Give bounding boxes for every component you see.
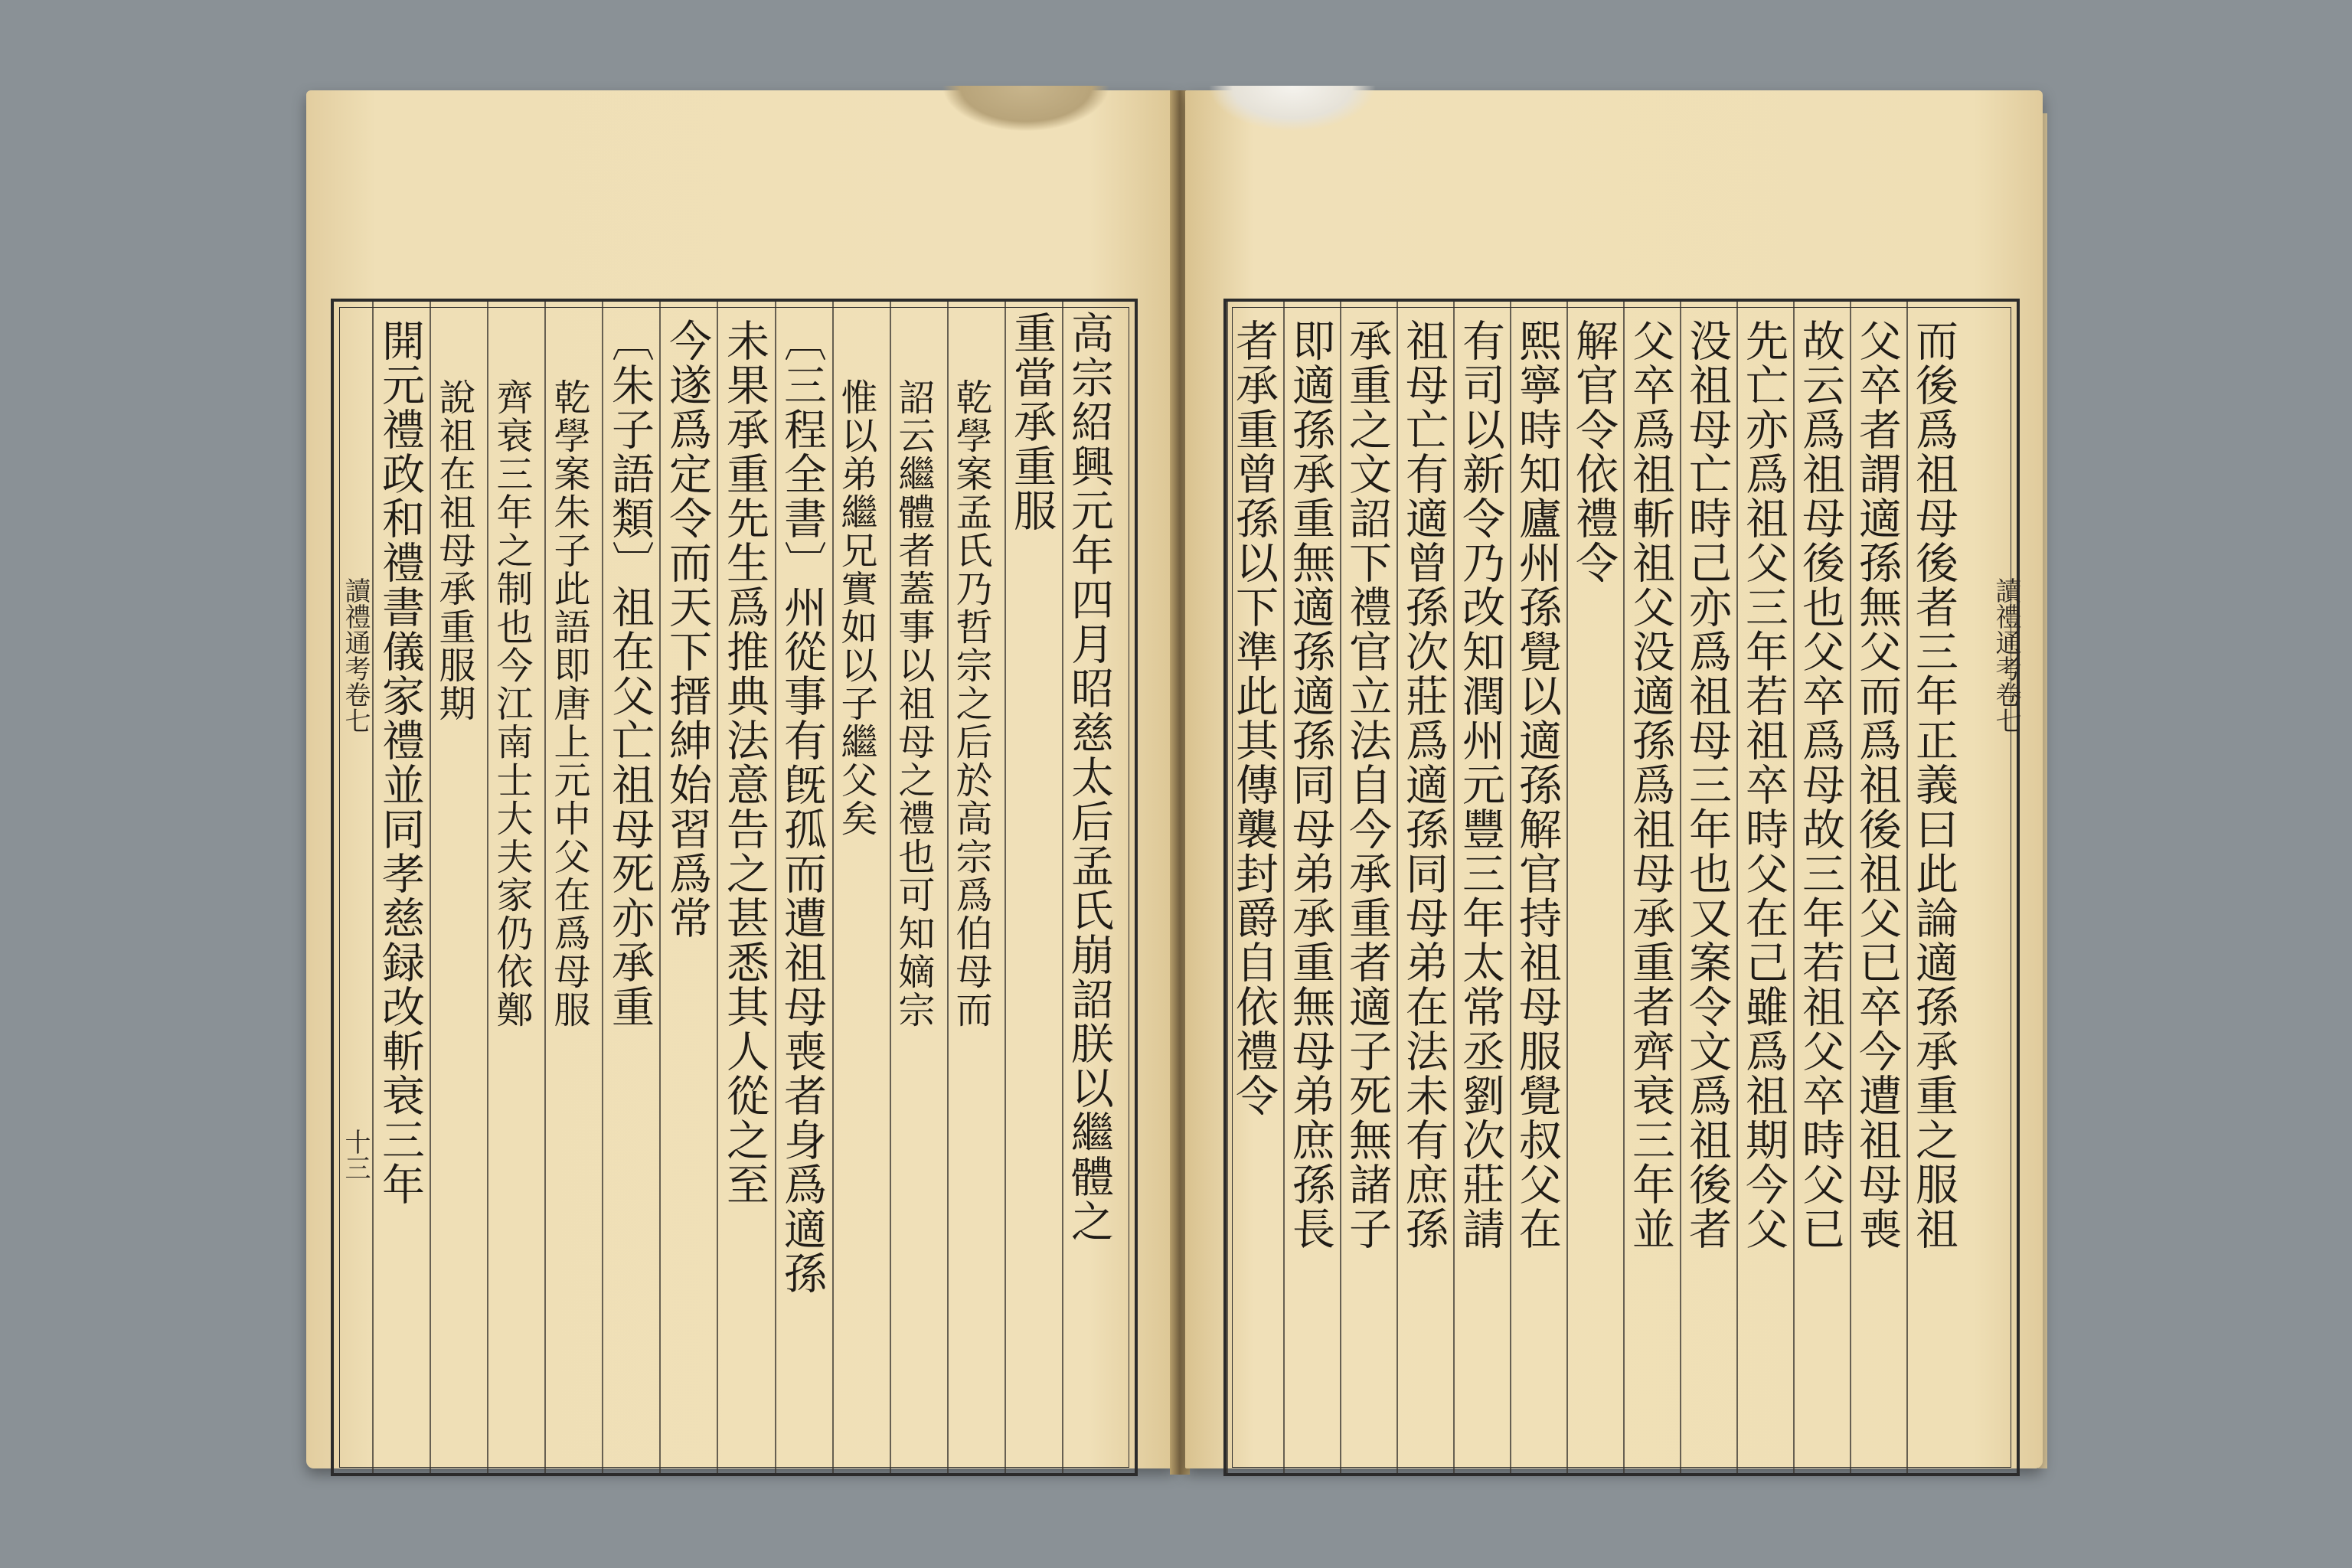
column-rule [544, 302, 546, 1473]
text-column: 乾學案朱子此語即唐上元中父在爲母服 [547, 378, 590, 1029]
column-rule [487, 302, 488, 1473]
left-page [306, 90, 1175, 1468]
text-column: 父卒者謂適孫無父而爲祖後祖父已卒今遭祖母喪 [1852, 318, 1902, 1251]
text-column: 解官令依禮令 [1569, 318, 1619, 585]
column-rule [1062, 302, 1063, 1473]
right-edge-label: 讀禮通考卷七 [1991, 577, 2021, 733]
column-rule [1736, 302, 1738, 1473]
right-text-frame [1223, 299, 2020, 1476]
column-rule [1227, 302, 1228, 1473]
left-text-frame [331, 299, 1138, 1476]
right-page-center-band [1983, 302, 2021, 1473]
column-rule [717, 302, 718, 1473]
column-rule [372, 302, 374, 1473]
text-column: 未果承重先生爲推典法意告之甚悉其人從之至 [720, 318, 769, 1207]
column-rule [832, 302, 834, 1473]
text-column: 没祖母亡時己亦爲祖母三年也又案令文爲祖後者 [1682, 318, 1732, 1251]
text-column: 高宗紹興元年四月昭慈太后孟氏崩詔朕以繼體之 [1064, 311, 1114, 1243]
text-column: 乾學案孟氏乃哲宗之后於高宗爲伯母而 [949, 378, 992, 1029]
column-rule [1453, 302, 1455, 1473]
text-column: 今遂爲定令而天下搢紳始習爲常 [662, 318, 712, 940]
text-column: 說祖在祖母承重服期 [433, 378, 475, 723]
text-column: 有司以新令乃改知潤州元豐三年太常丞劉次莊請 [1455, 318, 1505, 1251]
column-rule [1623, 302, 1625, 1473]
torn-paper-edge [1208, 86, 1377, 132]
column-rule [602, 302, 603, 1473]
text-column: 惟以弟繼兄實如以子繼父矣 [835, 378, 877, 838]
right-page [1185, 90, 2043, 1468]
column-rule [1566, 302, 1568, 1473]
left-folio-number: 十三 [340, 1129, 371, 1181]
column-rule [1793, 302, 1795, 1473]
column-rule [430, 302, 431, 1473]
text-column: 詔云繼體者蓋事以祖母之禮也可知嫡宗 [892, 378, 935, 1029]
column-rule [1850, 302, 1851, 1473]
column-rule [1906, 302, 1908, 1473]
text-column: 熙寧時知廬州孫覺以適孫解官持祖母服覺叔父在 [1512, 318, 1562, 1251]
text-column: 即適孫承重無適孫適孫同母弟承重無母弟庶孫長 [1285, 318, 1335, 1251]
text-column: 故云爲祖母後也父卒爲母故三年若祖父卒時父已 [1795, 318, 1845, 1251]
text-column: 承重之文詔下禮官立法自今承重者適子死無諸子 [1342, 318, 1392, 1251]
text-column: 先亡亦爲祖父三年若祖卒時父在己雖爲祖期今父 [1739, 318, 1788, 1251]
column-rule [1396, 302, 1398, 1473]
column-rule [1340, 302, 1341, 1473]
text-column: 者承重曾孫以下準此其傳襲封爵自依禮令 [1229, 318, 1279, 1118]
column-rule [1004, 302, 1006, 1473]
text-column: 〔朱子語類〕祖在父亡祖母死亦承重 [605, 318, 655, 1029]
left-page-center-band [332, 302, 371, 1473]
text-column: 父卒爲祖斬祖父没適孫爲祖母承重者齊衰三年並 [1625, 318, 1675, 1251]
column-rule [1283, 302, 1285, 1473]
text-column: 開元禮政和禮書儀家禮並同孝慈録改斬衰三年 [375, 318, 425, 1207]
column-rule [1510, 302, 1511, 1473]
text-column: 而後爲祖母後者三年正義曰此論適孫承重之服祖 [1909, 318, 1958, 1251]
column-rule [775, 302, 776, 1473]
column-rule [890, 302, 891, 1473]
text-column: 〔三程全書〕州從事有旣孤而遭祖母喪者身爲適孫 [777, 318, 827, 1295]
column-rule [659, 302, 661, 1473]
column-rule [1680, 302, 1681, 1473]
left-edge-label: 讀禮通考卷七 [340, 577, 371, 733]
torn-spine-edge [942, 86, 1110, 132]
text-column: 重當承重服 [1007, 311, 1057, 533]
text-column: 齊衰三年之制也今江南士大夫家仍依鄭 [490, 378, 533, 1029]
column-rule [947, 302, 949, 1473]
text-column: 祖母亡有適曾孫次莊爲適孫同母弟在法未有庶孫 [1399, 318, 1449, 1251]
open-book [306, 90, 2044, 1475]
